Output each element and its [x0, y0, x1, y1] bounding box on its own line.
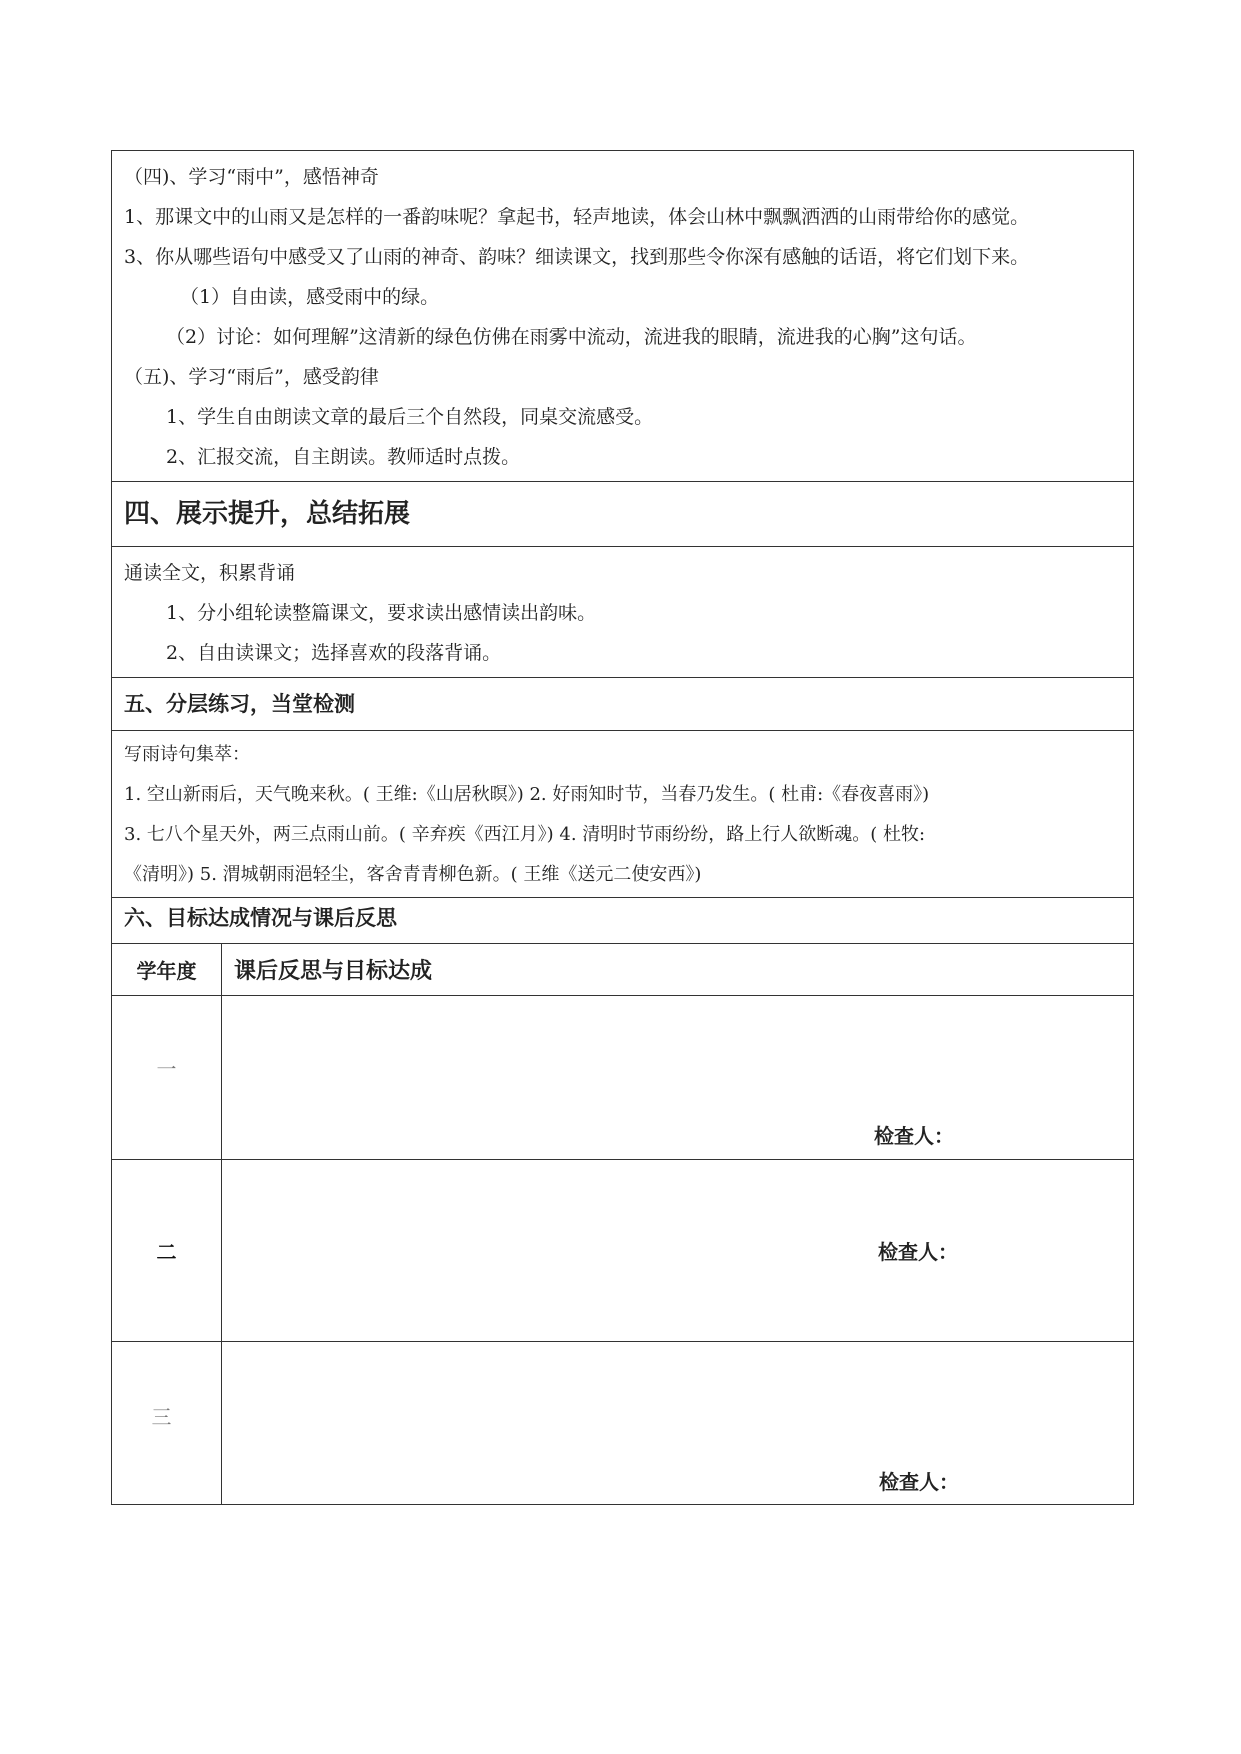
paragraph: （2）讨论：如何理解”这清新的绿色仿佛在雨雾中流动，流进我的眼睛，流进我的心胸”这句话。 — [166, 326, 977, 348]
poem-line: 《清明》) 5. 渭城朝雨浥轻尘，客舍青青柳色新。( 王维《送元二使安西》) — [124, 864, 702, 885]
checker-label: 检查人： — [878, 1240, 958, 1264]
reflection-cell[interactable] — [222, 1342, 1133, 1504]
checker-label: 检查人： — [874, 1124, 954, 1148]
section-four-body — [112, 547, 1133, 678]
reflection-row-3 — [112, 1342, 1133, 1504]
year-label: 三 — [112, 1342, 222, 1504]
paragraph: 通读全文，积累背诵 — [124, 562, 296, 584]
subsection-heading-rain-middle: （四)、学习“雨中”，感悟神奇 — [124, 166, 379, 188]
paragraph: 1、那课文中的山雨又是怎样的一番韵味呢？拿起书，轻声地读，体会山林中飘飘洒洒的山雨带给你的感觉。 — [124, 206, 1030, 228]
section-four-title: 四、展示提升，总结拓展 — [112, 482, 1133, 547]
checker-label: 检查人： — [879, 1470, 959, 1494]
paragraph: 3、你从哪些语句中感受又了山雨的神奇、韵味？细读课文，找到那些令你深有感触的话语，将它们划下来。 — [124, 246, 1030, 268]
year-label: 二 — [112, 1160, 222, 1341]
reflection-cell[interactable] — [222, 996, 1133, 1159]
poem-line: 1. 空山新雨后，天气晚来秋。( 王维:《山居秋暝》) 2. 好雨知时节，当春乃发生。( 杜甫:《春夜喜雨》) — [124, 784, 930, 805]
paragraph: （1）自由读，感受雨中的绿。 — [180, 286, 440, 308]
poem-line: 3. 七八个星天外，两三点雨山前。( 辛弃疾《西江月》) 4. 清明时节雨纷纷，路上行人欲断魂。( 杜牧: — [124, 824, 926, 845]
lesson-plan-table — [111, 150, 1134, 1505]
paragraph: 2、汇报交流，自主朗读。教师适时点拨。 — [166, 446, 521, 468]
subsection-heading-after-rain: （五)、学习“雨后”，感受韵律 — [124, 366, 379, 388]
paragraph: 1、分小组轮读整篇课文，要求读出感情读出韵味。 — [166, 602, 597, 624]
reflection-cell[interactable] — [222, 1160, 1133, 1341]
header-reflection: 课后反思与目标达成 — [234, 959, 433, 984]
paragraph: 1、学生自由朗读文章的最后三个自然段，同桌交流感受。 — [166, 406, 654, 428]
lesson-steps-block — [112, 151, 1133, 482]
section-six-title: 六、目标达成情况与课后反思 — [112, 898, 1133, 944]
poems-intro: 写雨诗句集萃： — [124, 744, 250, 765]
header-year: 学年度 — [112, 944, 222, 995]
section-five-body — [112, 731, 1133, 898]
paragraph: 2、自由读课文；选择喜欢的段落背诵。 — [166, 642, 502, 664]
reflection-row-2 — [112, 1160, 1133, 1342]
section-five-title: 五、分层练习，当堂检测 — [112, 678, 1133, 731]
year-label: 一 — [112, 996, 222, 1159]
reflection-row-1 — [112, 996, 1133, 1160]
reflection-table-header — [112, 944, 1133, 996]
